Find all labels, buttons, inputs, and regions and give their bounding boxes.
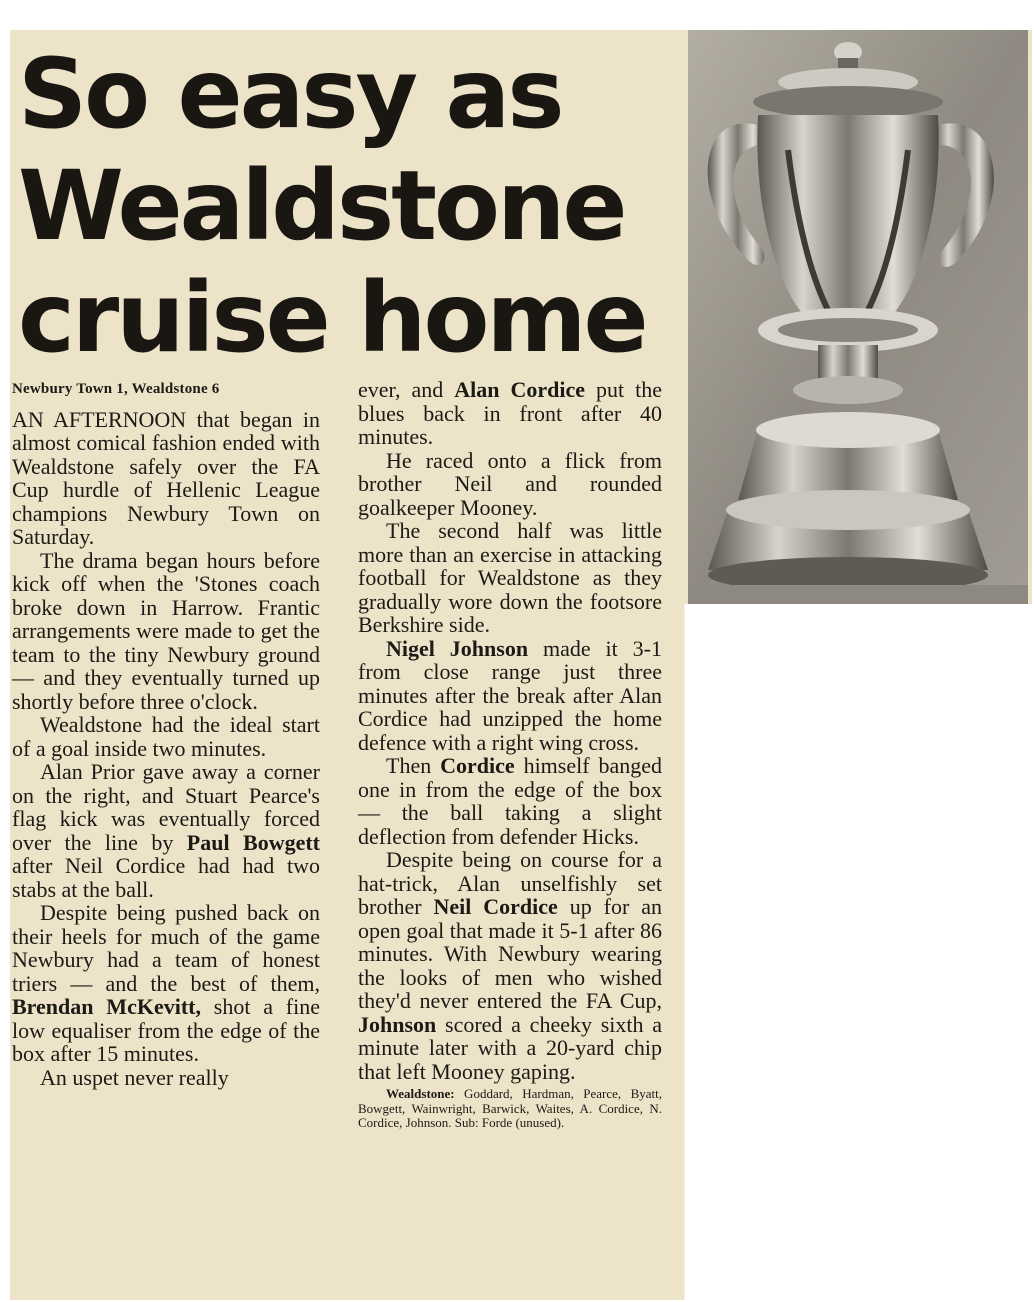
player-name: Brendan McKevitt, [12,994,201,1019]
player-name: Alan Cordice [454,377,585,402]
article-paragraph: AN AFTERNOON that began in almost comical fashion ended with Wealdstone safely over the FA Cup hurdle of Hellenic League champions Newbury Town on Saturday. [12,406,320,549]
article-paragraph: An uspet never really [40,1064,229,1090]
article-column-2 [358,378,662,1131]
article-paragraph [358,848,662,1083]
team-label: Wealdstone: [386,1086,455,1101]
article-paragraph [12,901,320,1066]
text-run: put the blues back in front after 40 minutes. [358,377,662,449]
text-run: himself banged one in from the edge of the box — the ball taking a slight deflection from defender Hicks. [358,753,662,849]
text-run: shot a fine low equaliser from the edge of the box after 15 minutes. [12,994,320,1066]
player-name: Johnson [358,1011,437,1037]
text-run: ever, and [358,377,455,402]
text-run: Then [386,753,441,778]
headline-line-3: cruise home [18,262,646,374]
text-run: Alan Prior gave away a corner on the right, and Stuart Pearce's flag kick was eventually forced over the line by [12,759,320,855]
article-paragraph [358,378,662,449]
article-paragraph: He raced onto a flick from brother Neil and rounded goalkeeper Mooney. [358,447,662,520]
article-paragraph: The second half was little more than an exercise in attacking football for Wealdstone as they gradually wore down the footsore Berkshire side. [358,518,662,637]
text-run: up for an open goal that made it 5-1 after 86 minutes. With Newbury wearing the looks of men who wished they'd never entered the FA Cup, [358,894,663,1013]
byline: Newbury Town 1, Wealdstone 6 [12,381,220,397]
player-name: Neil Cordice [433,894,558,919]
article-paragraph: The drama began hours before kick off when the 'Stones coach broke down in Harrow. Frantic arrangements were made to get the team to the tiny Newbury ground — and they eventually turned up shortly before three o'clock. [12,547,320,714]
player-name: Paul Bowgett [186,829,320,855]
article-paragraph [12,760,320,901]
text-run: Despite being on course for a hat-trick, Alan unselfishly set brother [358,847,662,919]
headline [18,38,678,374]
fa-cup-trophy-icon [688,30,1028,604]
text-run: made it 3-1 from close range just three minutes after the break after Alan Cordice had unzipped the home defence with a right wing cross. [358,635,662,755]
text-run: after Neil Cordice had had two stabs at the ball. [12,853,320,902]
team-sheet [358,1087,662,1131]
article-paragraph [358,754,662,848]
text-run: Despite being pushed back on their heels for much of the game Newbury had a team of honest triers — and the best of them, [12,900,320,996]
text-run: scored a cheeky sixth a minute later with a 20-yard chip that left Mooney gaping. [358,1011,662,1084]
article-paragraph: Wealdstone had the ideal start of a goal inside two minutes. [12,712,320,761]
article-column-1 [12,378,320,1089]
player-name: Nigel Johnson [386,635,529,661]
article-paragraph [358,637,662,755]
fa-cup-photo [688,30,1028,604]
headline-line-2: Wealdstone [18,150,625,262]
team-list: Goddard, Hardman, Pearce, Byatt, Bowgett, Wainwright, Barwick, Waites, A. Cordice, N. Cordice, Johnson. Sub: Forde (unused). [358,1086,662,1130]
player-name: Cordice [440,753,515,778]
headline-line-1: So easy as [18,38,562,150]
